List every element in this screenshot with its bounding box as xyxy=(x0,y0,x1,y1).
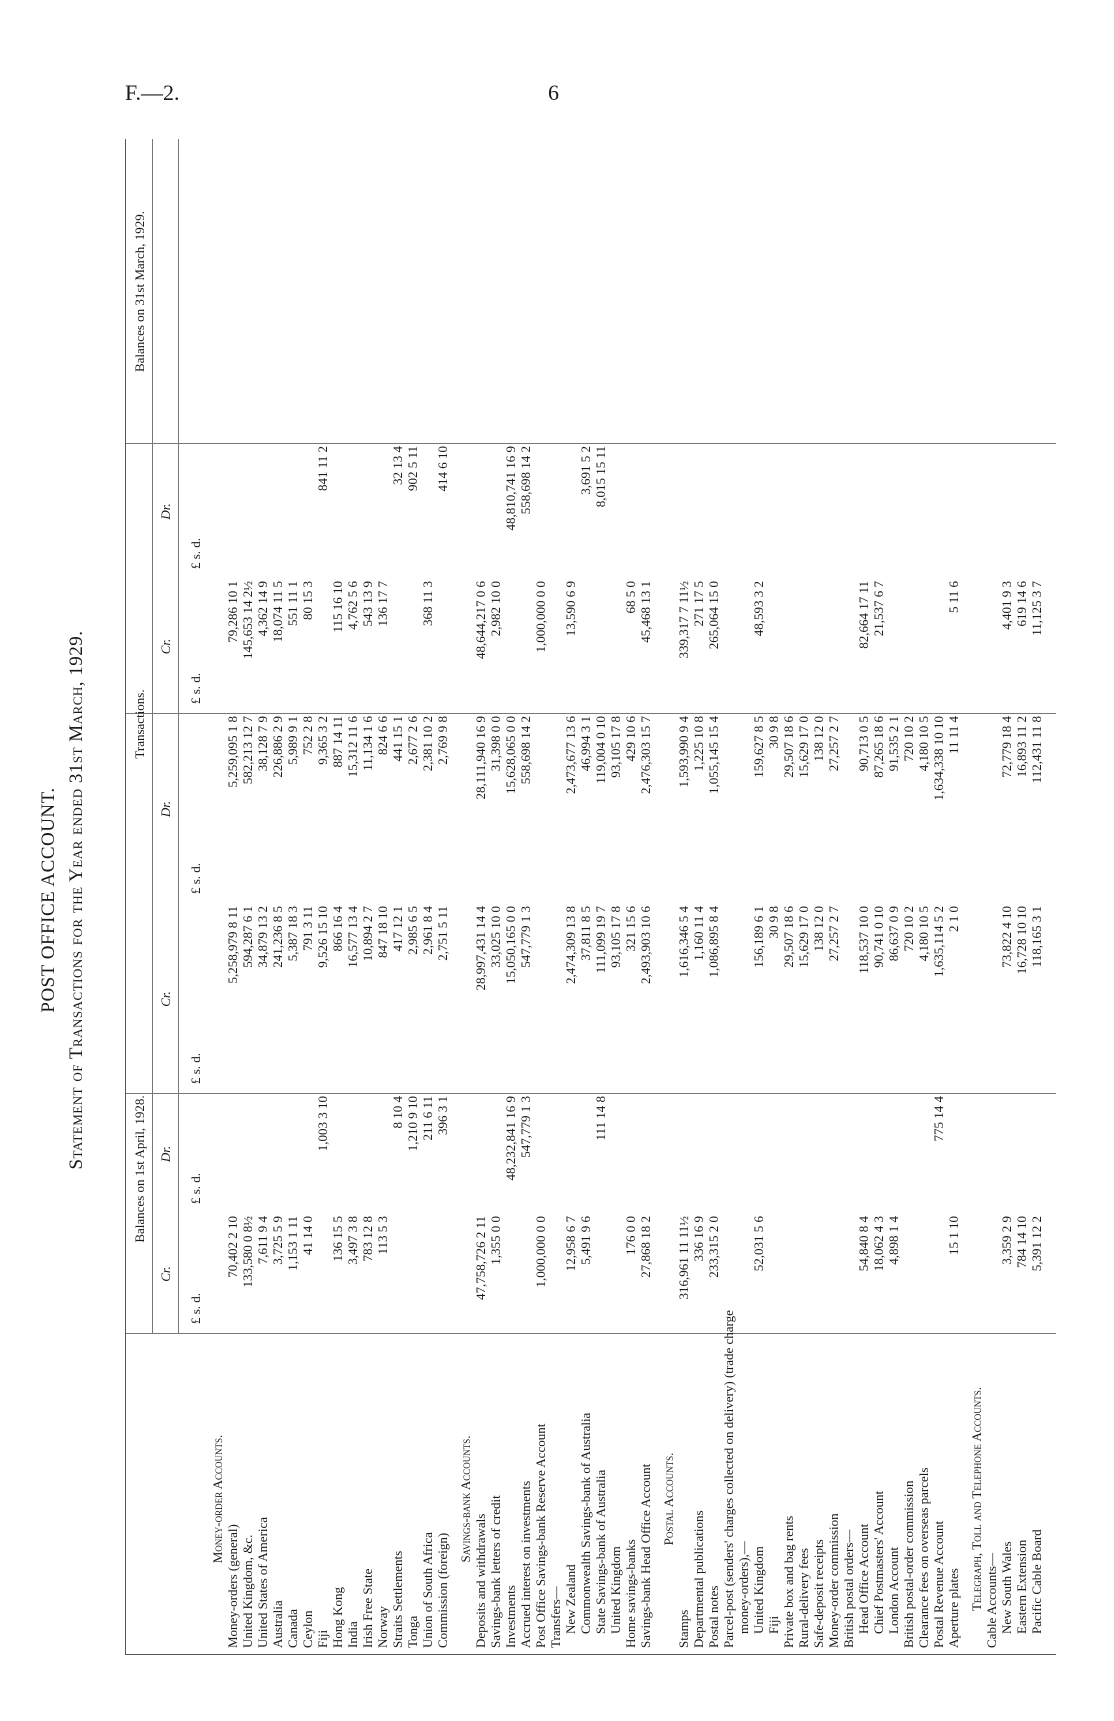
document-subtitle: Statement of Transactions for the Year ended 31st March, 1929. xyxy=(66,630,87,1170)
section-heading xyxy=(458,139,473,1654)
amount-tcr: 9,526 15 10 xyxy=(315,906,330,968)
amount-ccr: 4,762 5 6 xyxy=(345,581,360,630)
amount-odr: 1,210 9 10 xyxy=(405,1096,420,1152)
amount-tcr: 37,811 8 5 xyxy=(578,906,593,961)
amount-tcr: 73,822 4 10 xyxy=(999,906,1014,968)
amount-ccr: 79,286 10 1 xyxy=(225,581,240,643)
amount-odr: 1,003 3 10 xyxy=(315,1096,330,1152)
amount-odr: 396 3 1 xyxy=(435,1096,450,1135)
transactions-header: Transactions. xyxy=(132,689,147,759)
account-label: Private box and bag rents xyxy=(781,1515,796,1648)
amount-ocr: 4,898 1 4 xyxy=(886,1216,901,1265)
table-row xyxy=(999,139,1014,1654)
account-label: Safe-deposit receipts xyxy=(811,1539,826,1648)
amount-ccr: 68 5 0 xyxy=(623,581,638,614)
closing-cr-header: Cr. xyxy=(158,638,173,655)
rotated-table-area xyxy=(30,120,1080,1680)
amount-tcr: 547,779 1 3 xyxy=(518,906,533,968)
table-row xyxy=(721,139,736,1654)
amount-ocr: 176 0 0 xyxy=(623,1216,638,1255)
amount-ocr: 233,315 2 0 xyxy=(706,1216,721,1278)
amount-ccr: 21,537 6 7 xyxy=(871,581,886,637)
table-row xyxy=(360,139,375,1654)
account-label: New South Wales xyxy=(999,1541,1014,1634)
amount-ocr: 47,758,726 2 11 xyxy=(473,1216,488,1301)
amount-tcr: 34,879 13 2 xyxy=(255,906,270,968)
amount-tdr: 87,265 18 6 xyxy=(871,716,886,778)
account-label: New Zealand xyxy=(563,1564,578,1634)
amount-tdr: 31,398 0 0 xyxy=(488,716,503,772)
amount-tcr: 847 18 10 xyxy=(375,906,390,958)
amount-ocr: 3,359 2 9 xyxy=(999,1216,1014,1265)
account-label: Accrued interest on investments xyxy=(518,1480,533,1648)
account-label: Chief Postmasters' Account xyxy=(871,1490,886,1634)
table-row xyxy=(984,139,999,1654)
account-label: British postal-order commission xyxy=(901,1480,916,1648)
section-heading xyxy=(661,139,676,1654)
amount-tdr: 27,257 2 7 xyxy=(826,716,841,772)
amount-tcr: 1,160 11 4 xyxy=(691,906,706,961)
table-row xyxy=(225,139,240,1654)
amount-tdr: 2,476,303 15 7 xyxy=(638,716,653,794)
amount-tcr: 30 9 8 xyxy=(766,906,781,939)
amount-ccr: 265,064 15 0 xyxy=(706,581,721,650)
account-label: Pacific Cable Board xyxy=(1029,1529,1044,1634)
amount-tcr: 2,493,903 10 6 xyxy=(638,906,653,984)
amount-tcr: 594,287 6 1 xyxy=(240,906,255,968)
amount-tcr: 28,997,431 14 4 xyxy=(473,906,488,991)
amount-ocr: 70,402 2 10 xyxy=(225,1216,240,1278)
amount-tcr: 866 16 4 xyxy=(330,906,345,952)
amount-tcr: 118,537 10 0 xyxy=(856,906,871,974)
table-row xyxy=(270,139,285,1654)
amount-tcr: 138 12 0 xyxy=(811,906,826,952)
table-row xyxy=(300,139,315,1654)
amount-tdr: 159,627 8 5 xyxy=(751,716,766,778)
amount-ocr: 316,961 11 11½ xyxy=(676,1216,691,1300)
table-row xyxy=(593,139,608,1654)
amount-cdr: 902 5 11 xyxy=(405,446,420,492)
page-reference: F.—2. xyxy=(125,80,180,105)
currency-label: £ s. d. xyxy=(188,862,203,894)
amount-ocr: 7,611 9 4 xyxy=(255,1216,270,1265)
currency-label: £ s. d. xyxy=(188,1052,203,1084)
table-row xyxy=(255,139,270,1654)
amount-tcr: 720 10 2 xyxy=(901,906,916,952)
table-row xyxy=(285,139,300,1654)
opening-dr-header: Dr. xyxy=(158,1145,173,1163)
amount-tdr: 1,634,338 10 10 xyxy=(931,716,946,801)
account-label: United Kingdom xyxy=(608,1546,623,1634)
section-title: Postal Accounts. xyxy=(661,1452,676,1546)
amount-ccr: 4,401 9 3 xyxy=(999,581,1014,630)
currency-label: £ s. d. xyxy=(188,537,203,569)
amount-ccr: 551 11 1 xyxy=(285,581,300,627)
amount-tdr: 441 15 1 xyxy=(390,716,405,762)
amount-tcr: 2,985 6 5 xyxy=(405,906,420,955)
account-label: Straits Settlements xyxy=(390,1550,405,1648)
account-label: State Savings-bank of Australia xyxy=(593,1469,608,1634)
account-label: Fiji xyxy=(315,1629,330,1648)
amount-tdr: 29,507 18 6 xyxy=(781,716,796,778)
account-label: Tonga xyxy=(405,1615,420,1648)
table-row xyxy=(886,139,901,1654)
amount-ocr: 1,153 1 11 xyxy=(285,1216,300,1271)
amount-tdr: 16,893 11 2 xyxy=(1014,716,1029,778)
amount-ocr: 5,491 9 6 xyxy=(578,1216,593,1265)
currency-label: £ s. d. xyxy=(188,1172,203,1204)
amount-cdr: 414 6 10 xyxy=(435,446,450,492)
account-label: Transfers— xyxy=(548,1586,563,1648)
amount-tdr: 15,312 11 6 xyxy=(345,716,360,778)
table-row xyxy=(856,139,871,1654)
amount-tcr: 10,894 2 7 xyxy=(360,906,375,962)
amount-odr: 211 6 11 xyxy=(420,1096,435,1141)
account-label: Norway xyxy=(375,1606,390,1648)
account-label: United Kingdom xyxy=(751,1546,766,1634)
account-label: Parcel-post (senders' charges collected on delivery) (trade charge xyxy=(721,1310,736,1648)
amount-tdr: 72,779 18 4 xyxy=(999,716,1014,778)
amount-ccr: 339,317 7 11½ xyxy=(676,581,691,659)
amount-tdr: 15,628,065 0 0 xyxy=(503,716,518,794)
amount-cdr: 48,810,741 16 9 xyxy=(503,446,518,531)
opening-cr-header: Cr. xyxy=(158,1266,173,1282)
amount-ocr: 15 1 10 xyxy=(946,1216,961,1255)
amount-ccr: 5 11 6 xyxy=(946,581,961,614)
amount-ocr: 1,355 0 0 xyxy=(488,1216,503,1265)
amount-odr: 48,232,841 16 9 xyxy=(503,1096,518,1181)
amount-cdr: 841 11 2 xyxy=(315,446,330,492)
transactions-cr-header: Cr. xyxy=(158,991,173,1007)
table-row xyxy=(751,139,766,1654)
table-row xyxy=(841,139,856,1654)
amount-ccr: 271 17 5 xyxy=(691,581,706,627)
amount-ocr: 133,580 0 8½ xyxy=(240,1216,255,1288)
amount-ocr: 12,958 6 7 xyxy=(563,1216,578,1272)
section-title: Savings-bank Accounts. xyxy=(458,1435,473,1563)
amount-ccr: 82,664 17 11 xyxy=(856,581,871,649)
account-label: Australia xyxy=(270,1600,285,1648)
amount-tdr: 91,535 2 1 xyxy=(886,716,901,772)
account-label: Postal notes xyxy=(706,1585,721,1648)
section-heading xyxy=(210,139,225,1654)
table-row xyxy=(518,139,533,1654)
currency-label: £ s. d. xyxy=(188,672,203,704)
document-title: POST OFFICE ACCOUNT. xyxy=(38,787,59,1013)
amount-ccr: 13,590 6 9 xyxy=(563,581,578,637)
table-row xyxy=(946,139,961,1654)
amount-tcr: 15,629 17 0 xyxy=(796,906,811,968)
amount-odr: 775 14 4 xyxy=(931,1096,946,1142)
table-row xyxy=(781,139,796,1654)
table-row xyxy=(488,139,503,1654)
amount-tcr: 118,165 3 1 xyxy=(1029,906,1044,968)
table-row xyxy=(826,139,841,1654)
table-row xyxy=(578,139,593,1654)
amount-ocr: 336 16 9 xyxy=(691,1216,706,1262)
amount-tdr: 720 10 2 xyxy=(901,716,916,762)
amount-tdr: 226,886 2 9 xyxy=(270,716,285,778)
account-label: Irish Free State xyxy=(360,1568,375,1648)
amount-tcr: 86,637 0 9 xyxy=(886,906,901,962)
account-label: Rural-delivery fees xyxy=(796,1548,811,1648)
amount-ccr: 145,653 14 2½ xyxy=(240,581,255,659)
amount-ccr: 80 15 3 xyxy=(300,581,315,620)
amount-tcr: 5,258,979 8 11 xyxy=(225,906,240,984)
account-table xyxy=(125,139,1056,1655)
amount-ccr: 48,593 3 2 xyxy=(751,581,766,637)
amount-ccr: 48,644,217 0 6 xyxy=(473,581,488,659)
table-row xyxy=(435,139,450,1654)
amount-odr: 8 10 4 xyxy=(390,1096,405,1129)
amount-tdr: 15,629 17 0 xyxy=(796,716,811,778)
account-label: Ceylon xyxy=(300,1610,315,1648)
table-row xyxy=(736,139,751,1654)
amount-cdr: 558,698 14 2 xyxy=(518,446,533,515)
amount-ocr: 54,840 8 4 xyxy=(856,1216,871,1272)
amount-cdr: 8,015 15 11 xyxy=(593,446,608,508)
amount-ocr: 783 12 8 xyxy=(360,1216,375,1262)
amount-tcr: 16,728 10 10 xyxy=(1014,906,1029,975)
amount-ocr: 3,497 3 8 xyxy=(345,1216,360,1265)
table-row xyxy=(240,139,255,1654)
amount-tdr: 824 6 6 xyxy=(375,716,390,755)
amount-tdr: 2,677 2 6 xyxy=(405,716,420,765)
account-label: British postal orders— xyxy=(841,1529,856,1648)
amount-tdr: 429 10 6 xyxy=(623,716,638,762)
amount-tdr: 2,473,677 13 6 xyxy=(563,716,578,794)
table-row xyxy=(1014,139,1029,1654)
account-label: United Kingdom, &c. xyxy=(240,1534,255,1648)
amount-tcr: 111,099 19 7 xyxy=(593,906,608,974)
table-row xyxy=(608,139,623,1654)
amount-ocr: 784 14 10 xyxy=(1014,1216,1029,1268)
account-label: India xyxy=(345,1621,360,1648)
amount-ccr: 11,125 3 7 xyxy=(1029,581,1044,636)
amount-tdr: 112,431 11 8 xyxy=(1029,716,1044,784)
table-row xyxy=(931,139,946,1654)
amount-tcr: 4,180 10 5 xyxy=(916,906,931,962)
amount-tcr: 27,257 2 7 xyxy=(826,906,841,962)
amount-tdr: 1,225 10 8 xyxy=(691,716,706,772)
transactions-dr-header: Dr. xyxy=(158,800,173,818)
account-label: Hong Kong xyxy=(330,1586,345,1648)
amount-tcr: 2,474,309 13 8 xyxy=(563,906,578,984)
amount-tcr: 241,236 8 5 xyxy=(270,906,285,968)
account-label: Aperture plates xyxy=(946,1568,961,1648)
account-label: Union of South Africa xyxy=(420,1532,435,1648)
amount-tdr: 28,111,940 16 9 xyxy=(473,716,488,800)
amount-tcr: 321 15 6 xyxy=(623,906,638,952)
amount-tcr: 156,189 6 1 xyxy=(751,906,766,968)
table-row xyxy=(811,139,826,1654)
table-row xyxy=(706,139,721,1654)
amount-cdr: 3,691 5 2 xyxy=(578,446,593,495)
amount-ccr: 619 14 6 xyxy=(1014,581,1029,627)
account-label: money-orders),— xyxy=(736,1541,751,1634)
amount-tdr: 9,365 3 2 xyxy=(315,716,330,765)
account-label: Canada xyxy=(285,1609,300,1648)
amount-tcr: 16,577 13 4 xyxy=(345,906,360,968)
account-label: Home savings-banks xyxy=(623,1539,638,1648)
account-label: Commission (foreign) xyxy=(435,1532,450,1648)
amount-ocr: 41 14 0 xyxy=(300,1216,315,1255)
table-row xyxy=(315,139,330,1654)
amount-tcr: 2,751 5 11 xyxy=(435,906,450,961)
table-row xyxy=(638,139,653,1654)
account-label: Stamps xyxy=(676,1609,691,1648)
amount-tdr: 887 14 11 xyxy=(330,716,345,768)
amount-tdr: 138 12 0 xyxy=(811,716,826,762)
table-row xyxy=(563,139,578,1654)
amount-tcr: 5,387 18 3 xyxy=(285,906,300,962)
account-label: United States of America xyxy=(255,1516,270,1648)
account-label: Eastern Extension xyxy=(1014,1539,1029,1634)
amount-tdr: 5,989 9 1 xyxy=(285,716,300,765)
account-label: Savings-bank Head Office Account xyxy=(638,1463,653,1648)
table-row xyxy=(796,139,811,1654)
amount-tcr: 33,025 10 0 xyxy=(488,906,503,968)
amount-tdr: 30 9 8 xyxy=(766,716,781,749)
amount-odr: 111 14 8 xyxy=(593,1096,608,1141)
amount-odr: 547,779 1 3 xyxy=(518,1096,533,1158)
section-title: Telegraph, Toll and Telephone Accounts. xyxy=(969,1386,984,1612)
account-label: Head Office Account xyxy=(856,1523,871,1634)
amount-ocr: 136 15 5 xyxy=(330,1216,345,1262)
amount-tdr: 119,004 0 10 xyxy=(593,716,608,784)
table-row xyxy=(345,139,360,1654)
amount-tcr: 15,050,165 0 0 xyxy=(503,906,518,984)
amount-tcr: 791 3 11 xyxy=(300,906,315,952)
closing-balances-header: Balances on 31st March, 1929. xyxy=(132,210,147,373)
table-row xyxy=(390,139,405,1654)
section-title: Money-order Accounts. xyxy=(210,1434,225,1564)
amount-ocr: 5,391 12 2 xyxy=(1029,1216,1044,1272)
amount-tcr: 1,616,346 5 4 xyxy=(676,906,691,978)
amount-ocr: 27,868 18 2 xyxy=(638,1216,653,1278)
account-label: Fiji xyxy=(766,1615,781,1634)
amount-ccr: 136 17 7 xyxy=(375,581,390,627)
table-row xyxy=(691,139,706,1654)
table-row xyxy=(871,139,886,1654)
table-row xyxy=(1029,139,1044,1654)
currency-label: £ s. d. xyxy=(188,1292,203,1324)
account-label: Postal Revenue Account xyxy=(931,1520,946,1648)
table-row xyxy=(901,139,916,1654)
account-label: Commonwealth Savings-bank of Australia xyxy=(578,1412,593,1634)
opening-balances-header: Balances on 1st April, 1928. xyxy=(132,1095,147,1243)
account-label: Investments xyxy=(503,1585,518,1648)
amount-tdr: 1,055,145 15 4 xyxy=(706,716,721,794)
amount-tcr: 2 1 0 xyxy=(946,906,961,932)
amount-tcr: 90,741 0 10 xyxy=(871,906,886,968)
account-label: Deposits and withdrawals xyxy=(473,1513,488,1648)
amount-tcr: 1,086,895 8 4 xyxy=(706,906,721,978)
amount-tdr: 1,593,990 9 4 xyxy=(676,716,691,788)
amount-tdr: 93,105 17 8 xyxy=(608,716,623,778)
amount-tdr: 46,994 3 1 xyxy=(578,716,593,772)
table-row xyxy=(623,139,638,1654)
amount-ocr: 18,062 4 3 xyxy=(871,1216,886,1272)
amount-tdr: 4,180 10 5 xyxy=(916,716,931,772)
account-label: Departmental publications xyxy=(691,1510,706,1648)
amount-ocr: 1,000,000 0 0 xyxy=(533,1216,548,1288)
amount-ccr: 18,074 11 5 xyxy=(270,581,285,643)
account-label: Cable Accounts— xyxy=(984,1553,999,1648)
table-row xyxy=(548,139,563,1654)
amount-ccr: 115 16 10 xyxy=(330,581,345,633)
account-label: London Account xyxy=(886,1546,901,1634)
amount-ccr: 368 11 3 xyxy=(420,581,435,627)
amount-tdr: 5,259,095 1 8 xyxy=(225,716,240,788)
amount-tcr: 2,961 8 4 xyxy=(420,906,435,955)
amount-tdr: 558,698 14 2 xyxy=(518,716,533,785)
table-row xyxy=(420,139,435,1654)
amount-tdr: 2,769 9 8 xyxy=(435,716,450,765)
amount-ccr: 543 13 9 xyxy=(360,581,375,627)
account-label: Money-order commission xyxy=(826,1513,841,1648)
amount-ocr: 52,031 5 6 xyxy=(751,1216,766,1272)
amount-tcr: 417 12 1 xyxy=(390,906,405,952)
table-row xyxy=(533,139,548,1654)
amount-ccr: 1,000,000 0 0 xyxy=(533,581,548,653)
amount-tdr: 11 11 4 xyxy=(946,716,961,755)
account-label: Clearance fees on overseas parcels xyxy=(916,1467,931,1648)
amount-tdr: 90,713 0 5 xyxy=(856,716,871,772)
table-row xyxy=(330,139,345,1654)
table-row xyxy=(473,139,488,1654)
table-row xyxy=(503,139,518,1654)
amount-tcr: 93,105 17 8 xyxy=(608,906,623,968)
table-row xyxy=(375,139,390,1654)
account-label: Savings-bank letters of credit xyxy=(488,1495,503,1648)
amount-ocr: 3,725 5 9 xyxy=(270,1216,285,1265)
amount-ccr: 4,362 14 9 xyxy=(255,581,270,637)
page-number: 6 xyxy=(548,80,559,105)
amount-tdr: 11,134 1 6 xyxy=(360,716,375,771)
amount-tdr: 752 2 8 xyxy=(300,716,315,755)
table-row xyxy=(405,139,420,1654)
account-label: Money-orders (general) xyxy=(225,1524,240,1648)
section-heading xyxy=(969,139,984,1654)
amount-tdr: 582,213 12 7 xyxy=(240,716,255,785)
table-row xyxy=(766,139,781,1654)
amount-ccr: 2,982 10 0 xyxy=(488,581,503,637)
amount-tdr: 2,381 10 2 xyxy=(420,716,435,772)
table-row xyxy=(916,139,931,1654)
amount-tcr: 29,507 18 6 xyxy=(781,906,796,968)
amount-tdr: 38,128 7 9 xyxy=(255,716,270,772)
amount-ccr: 45,468 13 1 xyxy=(638,581,653,643)
amount-cdr: 32 13 4 xyxy=(390,446,405,485)
closing-dr-header: Dr. xyxy=(158,503,173,520)
amount-tcr: 1,635,114 5 2 xyxy=(931,906,946,978)
account-label: Post Office Savings-bank Reserve Account xyxy=(533,1423,548,1648)
amount-ocr: 113 5 3 xyxy=(375,1216,390,1255)
table-row xyxy=(676,139,691,1654)
